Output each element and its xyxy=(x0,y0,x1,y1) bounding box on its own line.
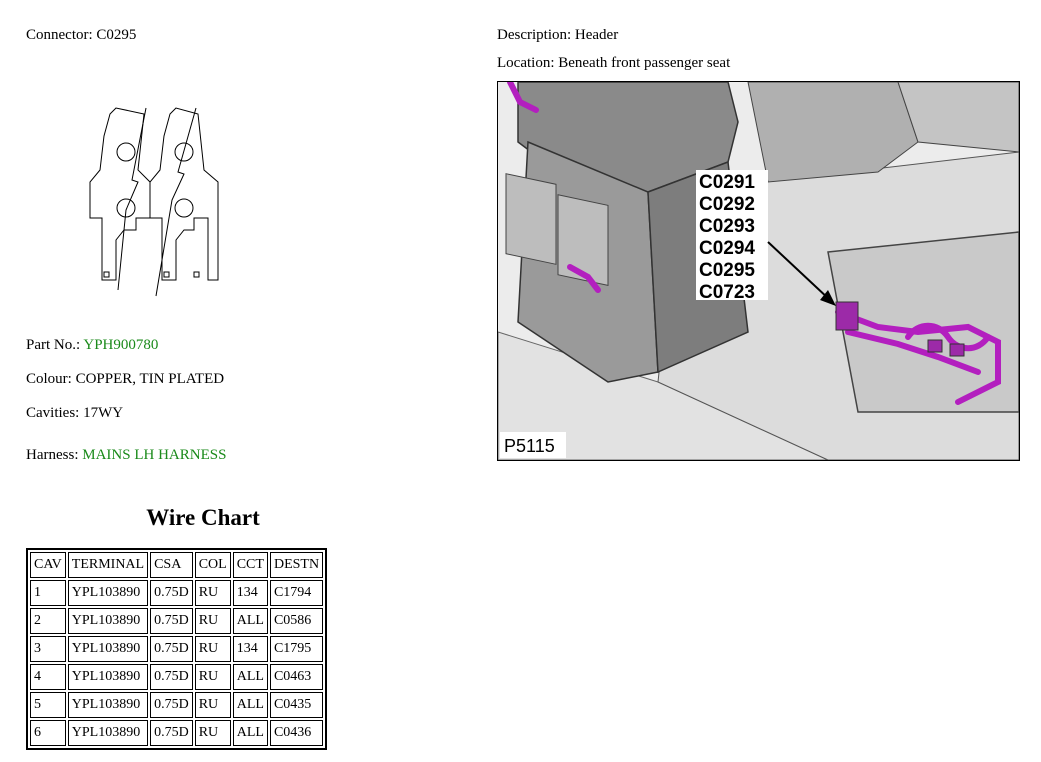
part-number-line xyxy=(26,337,158,354)
cell-cav: 4 xyxy=(30,664,66,690)
cell-cct: 134 xyxy=(233,580,268,606)
cell-csa: 0.75D xyxy=(150,580,193,606)
cell-cct: 134 xyxy=(233,636,268,662)
cell-cav: 2 xyxy=(30,608,66,634)
table-header-row xyxy=(30,552,323,578)
callout-c0292: C0292 xyxy=(699,194,755,215)
photo-reference-label: P5115 xyxy=(504,436,555,456)
cell-csa: 0.75D xyxy=(150,608,193,634)
cell-csa: 0.75D xyxy=(150,636,193,662)
harness-line xyxy=(26,447,226,464)
cell-cct: ALL xyxy=(233,664,268,690)
column-header-destn: DESTN xyxy=(270,552,323,578)
cell-cav: 3 xyxy=(30,636,66,662)
wire-chart-title: Wire Chart xyxy=(146,505,260,530)
table-row xyxy=(30,636,323,662)
part-number-link[interactable]: YPH900780 xyxy=(83,337,159,353)
connector-value: C0295 xyxy=(96,27,137,43)
location-line xyxy=(497,55,730,72)
cell-terminal: YPL103890 xyxy=(68,720,148,746)
description-value: Header xyxy=(574,27,619,43)
table-row xyxy=(30,664,323,690)
callout-c0294: C0294 xyxy=(699,238,755,259)
column-header-csa: CSA xyxy=(150,552,193,578)
cell-cct: ALL xyxy=(233,608,268,634)
cell-csa: 0.75D xyxy=(150,692,193,718)
column-header-terminal: TERMINAL xyxy=(68,552,148,578)
cell-col: RU xyxy=(195,636,231,662)
connector-label: Connector: xyxy=(26,27,93,43)
cell-terminal: YPL103890 xyxy=(68,636,148,662)
column-header-cav: CAV xyxy=(30,552,66,578)
location-label: Location: xyxy=(497,55,555,71)
cavities-label: Cavities: xyxy=(26,405,80,421)
description-line xyxy=(497,27,618,44)
cell-destn: C0436 xyxy=(270,720,323,746)
cavities-line xyxy=(26,405,123,422)
column-header-col: COL xyxy=(195,552,231,578)
colour-line xyxy=(26,371,224,388)
cell-terminal: YPL103890 xyxy=(68,608,148,634)
cell-terminal: YPL103890 xyxy=(68,692,148,718)
cell-col: RU xyxy=(195,580,231,606)
cell-cav: 5 xyxy=(30,692,66,718)
cell-terminal: YPL103890 xyxy=(68,580,148,606)
column-header-cct: CCT xyxy=(233,552,268,578)
location-photo xyxy=(497,81,1020,461)
callout-c0291: C0291 xyxy=(699,172,755,193)
cell-destn: C1795 xyxy=(270,636,323,662)
cell-col: RU xyxy=(195,692,231,718)
description-label: Description: xyxy=(497,27,572,43)
cell-cct: ALL xyxy=(233,720,268,746)
colour-value: COPPER, TIN PLATED xyxy=(75,371,225,387)
cell-col: RU xyxy=(195,664,231,690)
cell-col: RU xyxy=(195,608,231,634)
connector-drawing xyxy=(80,100,230,300)
cavities-value: 17WY xyxy=(83,405,124,421)
location-value: Beneath front passenger seat xyxy=(558,55,731,71)
cell-cct: ALL xyxy=(233,692,268,718)
harness-label: Harness: xyxy=(26,447,79,463)
cell-destn: C0463 xyxy=(270,664,323,690)
table-row xyxy=(30,720,323,746)
cell-destn: C0586 xyxy=(270,608,323,634)
cell-cav: 6 xyxy=(30,720,66,746)
wire-chart-table xyxy=(26,548,327,750)
table-row xyxy=(30,608,323,634)
callout-c0723: C0723 xyxy=(699,282,755,303)
cell-cav: 1 xyxy=(30,580,66,606)
harness-link[interactable]: MAINS LH HARNESS xyxy=(82,447,227,463)
callout-c0293: C0293 xyxy=(699,216,755,237)
cell-terminal: YPL103890 xyxy=(68,664,148,690)
table-row xyxy=(30,580,323,606)
part-number-label: Part No.: xyxy=(26,337,81,353)
table-row xyxy=(30,692,323,718)
cell-col: RU xyxy=(195,720,231,746)
connector-line xyxy=(26,27,136,44)
cell-destn: C0435 xyxy=(270,692,323,718)
colour-label: Colour: xyxy=(26,371,72,387)
cell-csa: 0.75D xyxy=(150,664,193,690)
callout-c0295: C0295 xyxy=(699,260,755,281)
cell-csa: 0.75D xyxy=(150,720,193,746)
cell-destn: C1794 xyxy=(270,580,323,606)
